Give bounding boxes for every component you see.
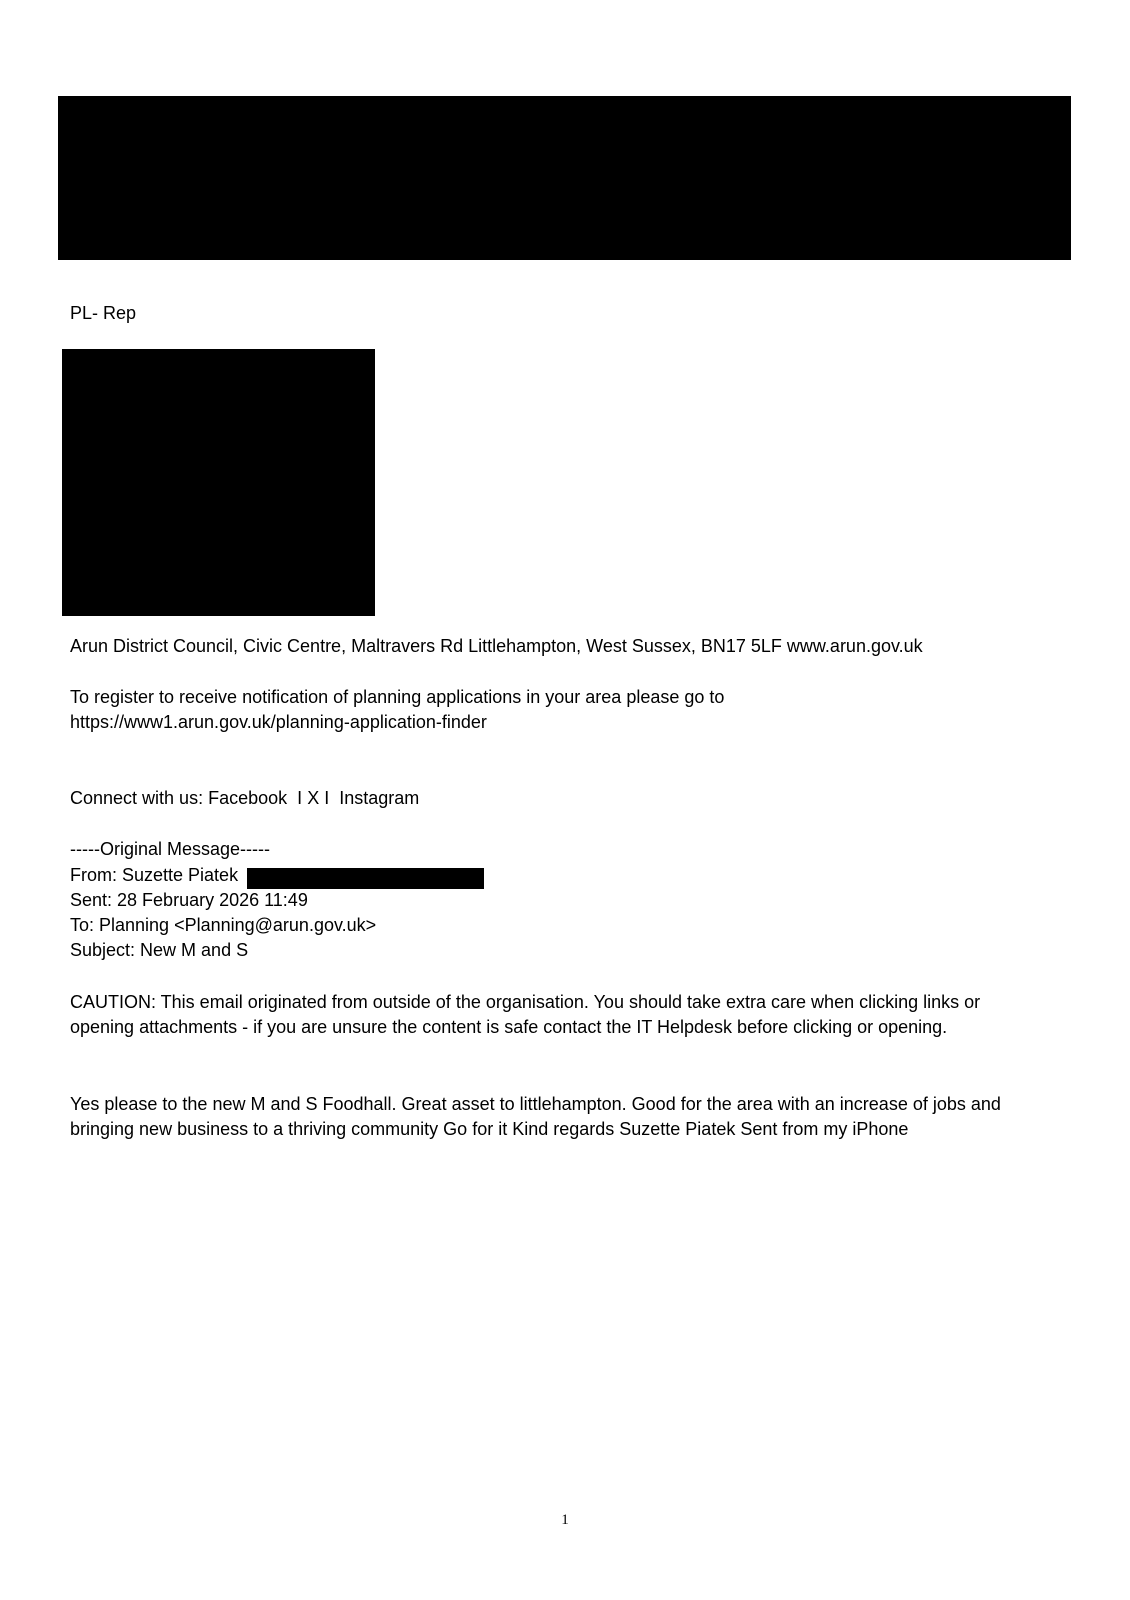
social-x: X <box>307 788 320 808</box>
register-notice-line-1: To register to receive notification of planning applications in your area please go to <box>70 687 725 707</box>
message-body-line-1: Yes please to the new M and S Foodhall. Great asset to littlehampton. Good for the area with an increase of jobs and <box>70 1094 1001 1114</box>
header-redaction <box>58 96 1071 260</box>
logo-redaction <box>62 349 375 616</box>
connect-with-us <box>70 786 419 811</box>
connect-prefix: Connect with us: <box>70 788 204 808</box>
to-line: To: Planning <Planning@arun.gov.uk> <box>70 915 377 935</box>
council-address: Arun District Council, Civic Centre, Maltravers Rd Littlehampton, West Sussex, BN17 5LF www.arun.gov.uk <box>70 636 923 656</box>
subject-line: Subject: New M and S <box>70 940 249 960</box>
sender-email-redaction <box>247 868 484 889</box>
social-separator: I <box>324 788 330 808</box>
caution-line-2: opening attachments - if you are unsure the content is safe contact the IT Helpdesk before clicking or opening. <box>70 1017 948 1037</box>
social-facebook: Facebook <box>208 788 288 808</box>
social-instagram: Instagram <box>339 788 420 808</box>
message-body-line-2: bringing new business to a thriving community Go for it Kind regards Suzette Piatek Sent from my iPhone <box>70 1119 909 1139</box>
from-line: From: Suzette Piatek <box>70 865 239 885</box>
social-separator: I <box>297 788 303 808</box>
pl-rep-label: PL- Rep <box>70 303 137 323</box>
register-notice-link: https://www1.arun.gov.uk/planning-application-finder <box>70 712 487 732</box>
caution-line-1: CAUTION: This email originated from outside of the organisation. You should take extra care when clicking links or <box>70 992 981 1012</box>
page-number: 1 <box>561 1512 569 1528</box>
original-message-heading: -----Original Message----- <box>70 839 271 859</box>
sent-line: Sent: 28 February 2026 11:49 <box>70 890 308 910</box>
